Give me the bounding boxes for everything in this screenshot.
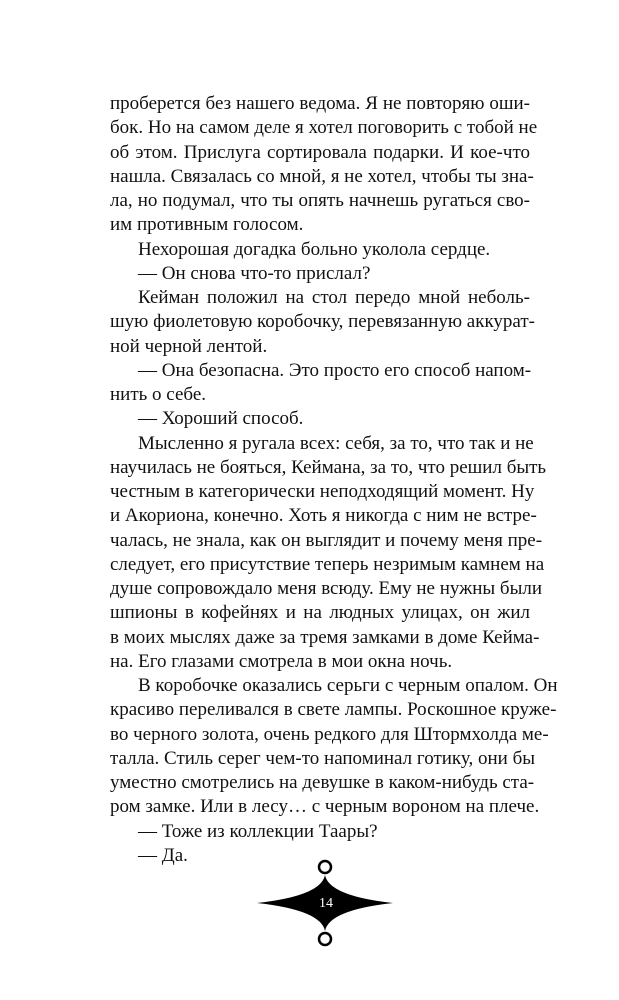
text-line: следует, его присутствие теперь незримым камнем на [110,553,545,575]
text-line: — Да. [138,844,188,866]
text-line: нить о себе. [110,384,207,405]
text-line: в моих мыслях даже за тремя замками в доме Кейма- [110,626,540,648]
text-line: — Тоже из коллекции Таары? [138,820,378,842]
text-line: и Акориона, конечно. Хоть я никогда с ним не встре- [110,505,537,527]
text-line: на. Его глазами смотрела в мои окна ночь. [110,650,453,672]
text-line: об этом. Прислуга сортировала подарки. И кое-что [110,141,530,163]
body-text [110,92,558,868]
text-line: шую фиолетовую коробочку, перевязанную аккурат- [110,311,536,333]
text-line: Мысленно я ругала всех: себя, за то, что так и не [138,432,534,454]
text-line: душе сопровождало меня всюду. Ему не нужны были [110,578,543,599]
text-line: чалась, не знала, как он выглядит и почему меня пре- [110,529,543,551]
text-line: ной черной лентой. [110,335,268,357]
text-line: ром замке. Или в лесу… с черным вороном на плече. [110,796,540,818]
text-line: нашла. Связалась со мной, я не хотел, чтобы ты зна- [110,165,534,187]
page-number: 14 [319,896,333,911]
text-line: — Хороший способ. [138,408,304,430]
text-line: им противным голосом. [110,214,304,236]
text-line: уместно смотрелись на девушке в каком-нибудь ста- [110,772,535,793]
text-line: красиво переливался в свете лампы. Роскошное круже- [110,699,557,721]
text-line: шпионы в кофейнях и на людных улицах, он жил [110,602,530,624]
text-line: В коробочке оказались серьги с черным опалом. Он [138,675,558,696]
text-line: — Он снова что-то прислал? [138,262,371,284]
text-line: бок. Но на самом деле я хотел поговорить с тобой не [110,117,538,139]
text-line: честным в категорически неподходящий момент. Ну [110,481,535,502]
text-line: во черного золота, очень редкого для Штормхолда ме- [110,723,549,745]
text-line: научилась не бояться, Кеймана, за то, что решил быть [110,456,547,478]
text-line: — Она безопасна. Это просто его способ напом- [138,359,532,381]
text-line: ла, но подумал, что ты опять начнешь ругаться сво- [110,190,530,211]
text-line: Кейман положил на стол передо мной неболь- [138,287,530,308]
text-line: талла. Стиль серег чем-то напоминал готику, они бы [110,747,536,769]
text-line: Нехорошая догадка больно уколола сердце. [138,238,491,260]
text-line: проберется без нашего ведома. Я не повторяю оши- [110,93,530,114]
